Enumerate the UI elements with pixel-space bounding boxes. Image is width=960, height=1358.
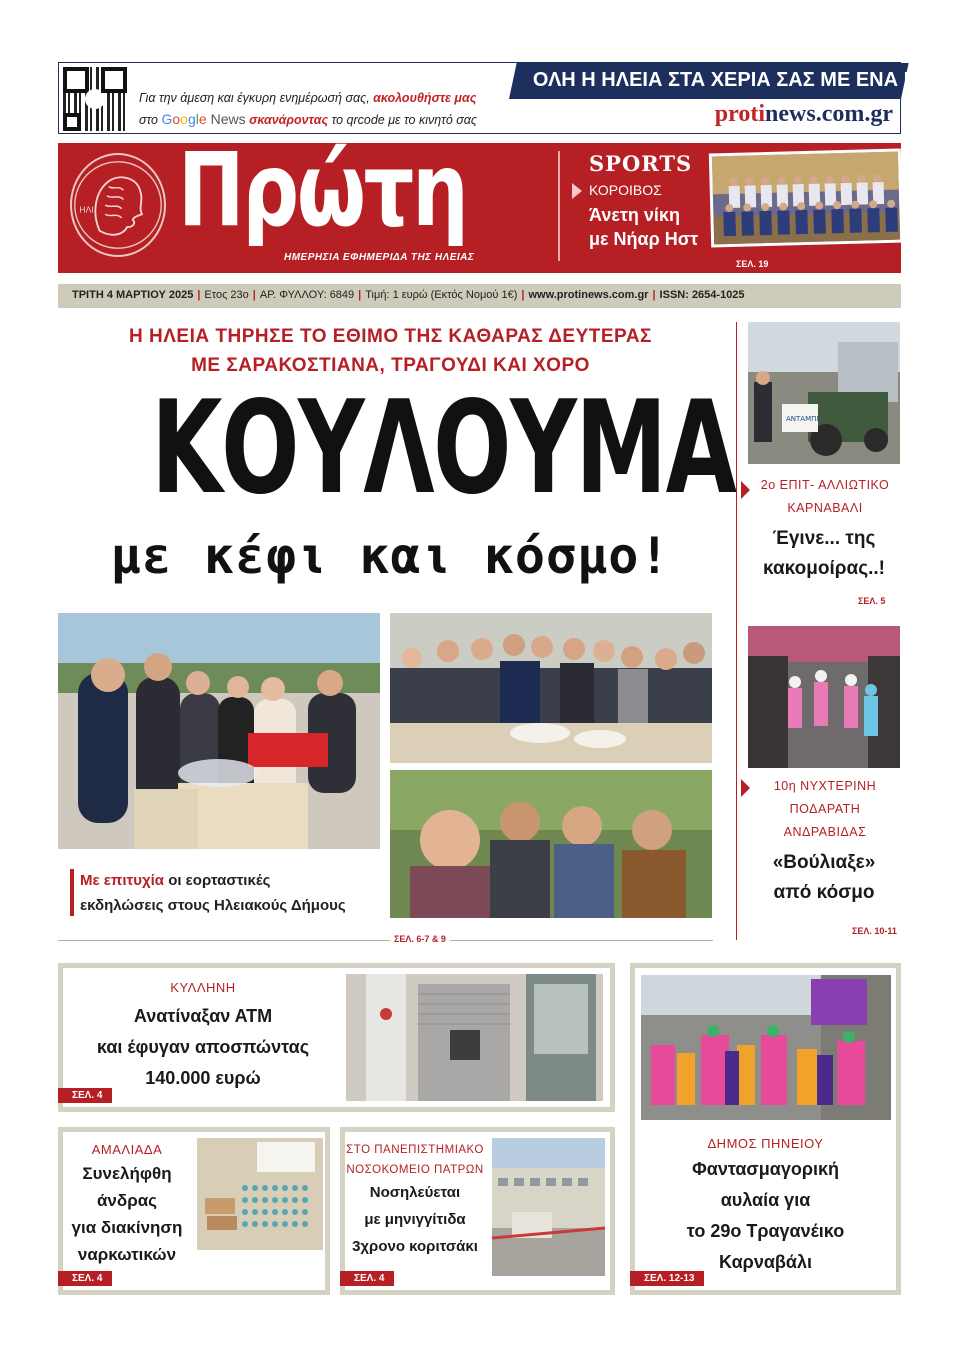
promo-bold: σκανάροντας — [249, 113, 329, 127]
box-kicker: ΑΜΑΛΙΑΔΑ — [91, 1142, 163, 1157]
lead-photo-art — [58, 613, 380, 849]
lead-subhead: με κέφι και κόσμο! — [110, 527, 671, 585]
promo-right — [509, 63, 952, 135]
caption-text: οι εορταστικές — [168, 872, 271, 889]
newspaper-logo[interactable]: Πρώτη — [178, 131, 467, 250]
google-news-promo[interactable] — [58, 62, 952, 134]
right-headline-line: Έγινε... της — [772, 528, 876, 549]
right-kicker: ΚΑΡΝΑΒΑΛΙ — [787, 501, 863, 515]
lead-kicker: ΜΕ ΣΑΡΑΚΟΣΤΙΑΝΑ, ΤΡΑΓΟΥΔΙ ΚΑΙ ΧΟΡΟ — [191, 355, 590, 376]
sports-divider — [558, 151, 560, 261]
promo-line-1 — [139, 91, 476, 105]
right-headline-line: από κόσμο — [773, 882, 875, 903]
carnival-tractor-photo[interactable] — [748, 322, 900, 464]
right-headline-line: κακομοίρας..! — [763, 558, 885, 579]
arrow-right-icon — [572, 183, 582, 199]
box-headline — [345, 1179, 485, 1260]
box-page-ref: ΣΕΛ. 12-13 — [630, 1271, 704, 1286]
masthead — [58, 131, 901, 273]
box-kicker: ΚΥΛΛΗΝΗ — [170, 980, 236, 995]
box-kicker-line: ΣΤΟ ΠΑΝΕΠΙΣΤΗΜΙΑΚΟ — [346, 1144, 484, 1156]
sports-title[interactable]: SPORTS — [589, 151, 693, 176]
box-page-ref: ΣΕΛ. 4 — [58, 1271, 112, 1286]
box-page-ref: ΣΕΛ. 4 — [58, 1088, 112, 1103]
lead-caption — [80, 868, 380, 918]
story-box-amaliada[interactable] — [58, 1127, 330, 1295]
parade-photo-art — [748, 626, 900, 768]
separator: | — [521, 289, 525, 301]
sports-headline-line: Άνετη νίκη — [589, 205, 680, 225]
lead-headline[interactable]: ΚΟΥΛΟΥΜΑ — [151, 374, 736, 523]
right-kicker: 2ο ΕΠΙΤ- ΑΛΛΙΩΤΙΚΟ — [760, 478, 890, 492]
caption-accent — [70, 869, 74, 916]
drugs-photo-art — [197, 1138, 323, 1250]
separator: | — [652, 289, 656, 301]
right-kicker: ΑΝΔΡΑΒΙΔΑΣ — [783, 825, 867, 839]
url-accent: proti — [714, 101, 766, 127]
box-headline-line: 140.000 ευρώ — [145, 1068, 261, 1088]
right-page-ref[interactable]: ΣΕΛ. 5 — [858, 596, 886, 606]
box-headline-line: αυλαία για — [720, 1190, 811, 1210]
box-headline — [63, 1001, 343, 1094]
right-kicker: ΠΟΔΑΡΑΤΗ — [789, 802, 861, 816]
story-box-patras[interactable] — [340, 1127, 615, 1295]
separator: | — [252, 289, 256, 301]
hospital-photo — [492, 1138, 605, 1276]
right-page-ref[interactable]: ΣΕΛ. 10-11 — [852, 926, 897, 936]
atm-photo — [346, 974, 603, 1101]
promo-text: Για την άμεση και έγκυρη ενημέρωσή σας, — [139, 91, 370, 105]
box-kicker-line: ΝΟΣΟΚΟΜΕΙΟ ΠΑΤΡΩΝ — [346, 1164, 484, 1176]
box-page-ref: ΣΕΛ. 4 — [340, 1271, 394, 1286]
coin-text: ΗΛΙ — [79, 204, 94, 215]
right-headline[interactable] — [748, 848, 900, 908]
issue-price: Τιμή: 1 ευρώ (Εκτός Νομού 1€) — [365, 289, 518, 301]
atm-photo-art — [346, 974, 603, 1101]
sports-kicker: ΚΟΡΟΙΒΟΣ — [589, 182, 662, 198]
caption-text: εκδηλώσεις στους Ηλειακούς Δήμους — [80, 897, 346, 914]
right-kicker: 10η ΝΥΧΤΕΡΙΝΗ — [773, 779, 877, 793]
box-headline-line: Συνελήφθη — [82, 1164, 172, 1183]
separator: | — [358, 289, 362, 301]
team-photo-art — [712, 151, 903, 247]
lead-rule — [58, 940, 713, 941]
team-photo[interactable] — [709, 149, 903, 248]
promo-text: το qrcode με το κινητό σας — [331, 113, 478, 127]
box-headline-line: Ανατίναξαν ΑΤΜ — [133, 1006, 273, 1026]
sports-headline-line: με Νήαρ Ηστ — [589, 229, 699, 249]
carnival-parade-photo — [641, 975, 891, 1120]
right-headline[interactable] — [748, 524, 900, 584]
right-headline-line: «Βούλιαξε» — [772, 852, 876, 873]
box-headline-line: Φαντασμαγορική — [691, 1159, 839, 1179]
story-box-pineios[interactable] — [630, 963, 901, 1295]
promo-text: στο — [139, 113, 158, 127]
box-headline — [635, 1154, 896, 1278]
issue-date: ΤΡΙΤΗ 4 ΜΑΡΤΙΟΥ 2025 — [72, 289, 194, 301]
box-headline-line: για διακίνηση — [71, 1218, 183, 1237]
carnival-photo-art — [748, 322, 900, 464]
sign-text: ΑΝΤΑΜΠΙ — [786, 415, 819, 423]
qr-code-icon[interactable] — [63, 67, 127, 131]
arrow-right-icon — [741, 481, 750, 499]
site-link[interactable]: www.protinews.com.gr — [528, 289, 649, 301]
site-url[interactable] — [715, 101, 893, 128]
box-headline-line: άνδρας — [96, 1191, 158, 1210]
column-rule — [736, 322, 737, 940]
story-box-kyllini[interactable] — [58, 963, 615, 1112]
promo-slogan — [509, 63, 952, 99]
lead-photo-group[interactable] — [390, 613, 712, 763]
drugs-photo — [197, 1138, 323, 1250]
box-headline-line: με μηνιγγίτιδα — [364, 1211, 466, 1228]
promo-highlight: ακολουθήστε μας — [373, 91, 477, 105]
date-bar — [58, 284, 901, 308]
box-kicker — [345, 1140, 485, 1180]
coin-logo-icon — [70, 153, 166, 257]
box-headline — [63, 1160, 191, 1268]
issue-number: ΑΡ. ΦΥΛΛΟΥ: 6849 — [259, 289, 355, 301]
sports-page-ref[interactable]: ΣΕΛ. 19 — [736, 259, 769, 269]
lead-photo-art — [390, 770, 712, 918]
carnival-photo-art — [641, 975, 891, 1120]
lead-photo-market[interactable] — [58, 613, 380, 849]
slogan-text: ΟΛΗ Η ΗΛΕΙΑ ΣΤΑ ΧΕΡΙΑ ΣΑΣ ΜΕ ΕΝΑ ΚΛΙΚ — [532, 69, 952, 91]
google-news-logo: Google News — [161, 111, 246, 127]
lead-photo-friends[interactable] — [390, 770, 712, 918]
box-headline-line: 3χρονο κοριτσάκι — [352, 1238, 478, 1255]
arrow-right-icon — [741, 779, 750, 797]
lead-photo-art — [390, 613, 712, 763]
lead-kicker: Η ΗΛΕΙΑ ΤΗΡΗΣΕ ΤΟ ΕΘΙΜΟ ΤΗΣ ΚΑΘΑΡΑΣ ΔΕΥΤΕΡΑΣ — [129, 326, 652, 347]
hospital-photo-art — [492, 1138, 605, 1276]
lead-page-ref[interactable]: ΣΕΛ. 6-7 & 9 — [390, 934, 450, 944]
separator: | — [197, 289, 201, 301]
issue-year: Ετος 23ο — [204, 289, 249, 301]
box-kicker: ΔΗΜΟΣ ΠΗΝΕΙΟΥ — [707, 1136, 824, 1151]
caption-highlight: Με επιτυχία — [80, 872, 165, 889]
box-headline-line: Νοσηλεύεται — [369, 1184, 461, 1201]
box-headline-line: Καρναβάλι — [719, 1252, 812, 1272]
url-rest: news.com.gr — [765, 101, 893, 127]
tagline: ΗΜΕΡΗΣΙΑ ΕΦΗΜΕΡΙΔΑ ΤΗΣ ΗΛΕΙΑΣ — [284, 252, 475, 263]
box-headline-line: και έφυγαν αποσπώντας — [96, 1037, 310, 1057]
box-headline-line: το 29ο Τραγανέικο — [686, 1221, 845, 1241]
sports-headline[interactable] — [589, 203, 698, 251]
night-parade-photo[interactable] — [748, 626, 900, 768]
promo-line-2 — [139, 111, 477, 127]
box-headline-line: ναρκωτικών — [77, 1245, 177, 1264]
issn: ISSN: 2654-1025 — [659, 289, 745, 301]
